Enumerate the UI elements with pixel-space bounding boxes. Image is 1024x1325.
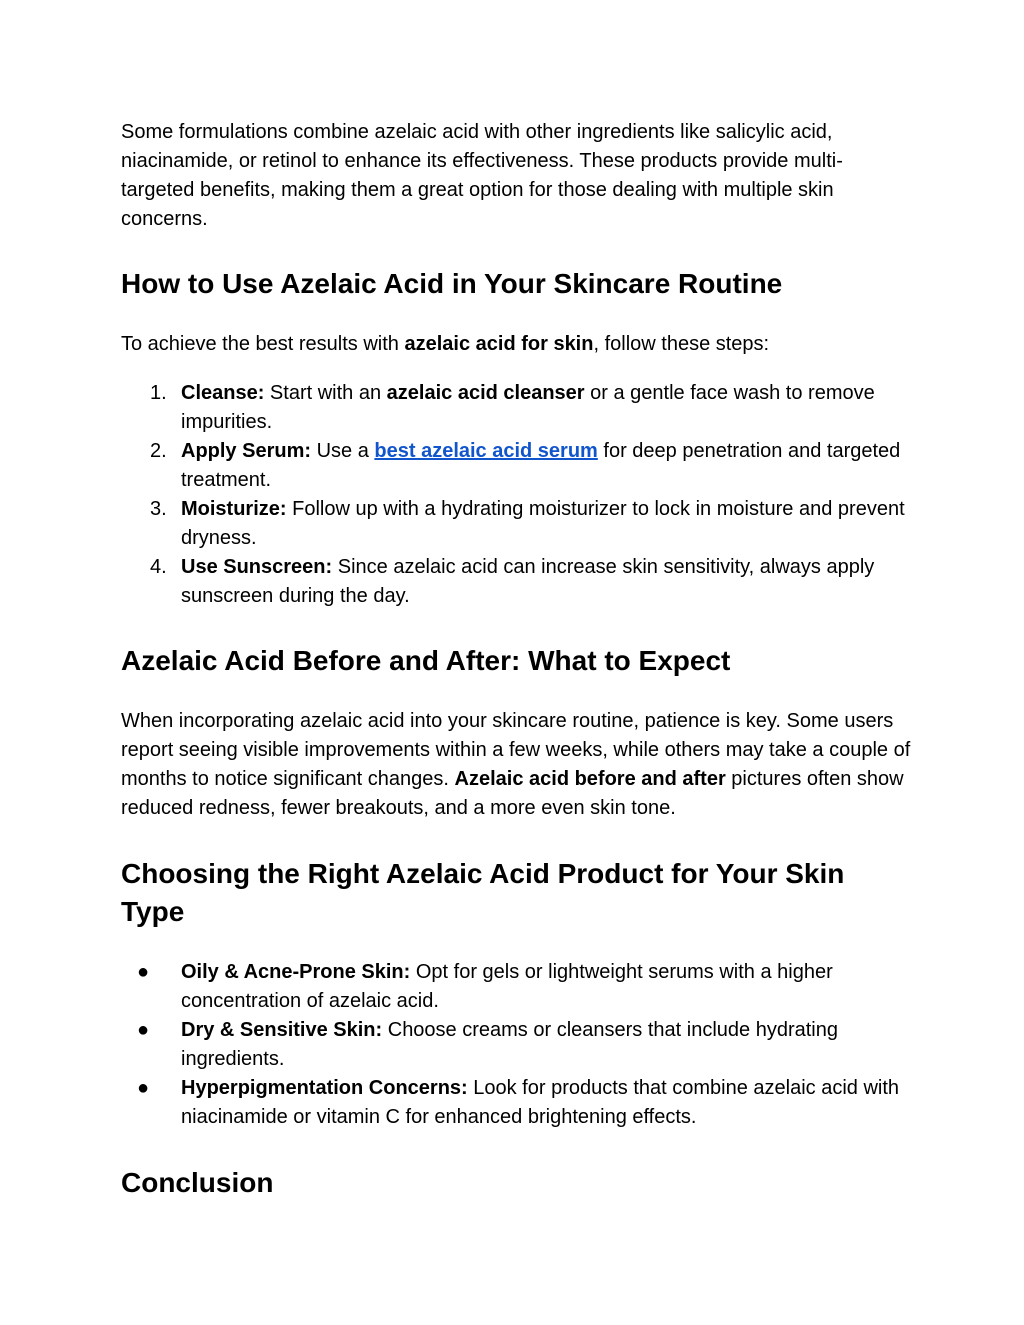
routine-lead-text: To achieve the best results with bbox=[121, 333, 405, 355]
step-label: Use Sunscreen: bbox=[181, 556, 333, 578]
step-text-pre: Use a bbox=[311, 440, 375, 462]
step-item bbox=[121, 495, 911, 553]
routine-lead-bold: azelaic acid for skin bbox=[404, 333, 594, 355]
step-text-pre: Start with an bbox=[264, 382, 387, 404]
serum-link[interactable]: best azelaic acid serum bbox=[374, 440, 598, 462]
step-label: Moisturize: bbox=[181, 498, 287, 520]
skin-type-label: Dry & Sensitive Skin: bbox=[181, 1019, 383, 1041]
bullet-icon: ● bbox=[137, 1019, 150, 1041]
step-item bbox=[121, 553, 911, 611]
skin-type-label: Hyperpigmentation Concerns: bbox=[181, 1077, 468, 1099]
step-text: Since azelaic acid can increase skin sensitivity, always apply sunscreen during the day. bbox=[181, 556, 875, 607]
step-item bbox=[121, 379, 911, 437]
step-label: Cleanse: bbox=[181, 382, 265, 404]
step-label: Apply Serum: bbox=[181, 440, 312, 462]
step-number: 1. bbox=[150, 382, 167, 404]
document-page bbox=[121, 118, 911, 1202]
step-text: for deep penetration and targeted treatment. bbox=[181, 440, 901, 491]
intro-paragraph: Some formulations combine azelaic acid with other ingredients like salicylic acid, niacinamide, or retinol to enhance its effectiveness. These products provide multi-targeted benefits, making them a great option for those dealing with multiple skin concerns. bbox=[121, 121, 843, 230]
bullet-icon: ● bbox=[137, 961, 150, 983]
routine-steps-list bbox=[121, 379, 911, 611]
skin-type-text: Opt for gels or lightweight serums with a higher concentration of azelaic acid. bbox=[181, 961, 833, 1012]
routine-lead-paragraph bbox=[121, 330, 911, 359]
before-after-text: When incorporating azelaic acid into your skincare routine, patience is key. Some users report seeing visible improvements within a few weeks, while others may take a couple of months to notice significant changes. bbox=[121, 710, 911, 790]
list-item bbox=[121, 1016, 911, 1074]
conclusion-heading: Conclusion bbox=[121, 1167, 274, 1198]
before-after-paragraph bbox=[121, 707, 911, 823]
skin-type-text: Look for products that combine azelaic acid with niacinamide or vitamin C for enhanced brightening effects. bbox=[181, 1077, 900, 1128]
bullet-icon: ● bbox=[137, 1077, 150, 1099]
step-item bbox=[121, 437, 911, 495]
list-item bbox=[121, 1074, 911, 1132]
routine-lead-tail: , follow these steps: bbox=[593, 333, 770, 355]
step-number: 4. bbox=[150, 556, 167, 578]
skin-type-label: Oily & Acne-Prone Skin: bbox=[181, 961, 411, 983]
step-number: 3. bbox=[150, 498, 167, 520]
before-after-bold: Azelaic acid before and after bbox=[454, 768, 726, 790]
before-after-tail: pictures often show reduced redness, fewer breakouts, and a more even skin tone. bbox=[121, 768, 904, 819]
list-item bbox=[121, 958, 911, 1016]
step-number: 2. bbox=[150, 440, 167, 462]
before-after-heading: Azelaic Acid Before and After: What to Expect bbox=[121, 645, 731, 676]
skin-type-list bbox=[121, 958, 911, 1132]
routine-heading: How to Use Azelaic Acid in Your Skincare Routine bbox=[121, 268, 783, 299]
step-text: Follow up with a hydrating moisturizer to lock in moisture and prevent dryness. bbox=[181, 498, 905, 549]
step-text: or a gentle face wash to remove impurities. bbox=[181, 382, 875, 433]
skin-type-text: Choose creams or cleansers that include hydrating ingredients. bbox=[181, 1019, 838, 1070]
step-bold: azelaic acid cleanser bbox=[386, 382, 585, 404]
choosing-heading: Choosing the Right Azelaic Acid Product for Your Skin Type bbox=[121, 858, 845, 927]
